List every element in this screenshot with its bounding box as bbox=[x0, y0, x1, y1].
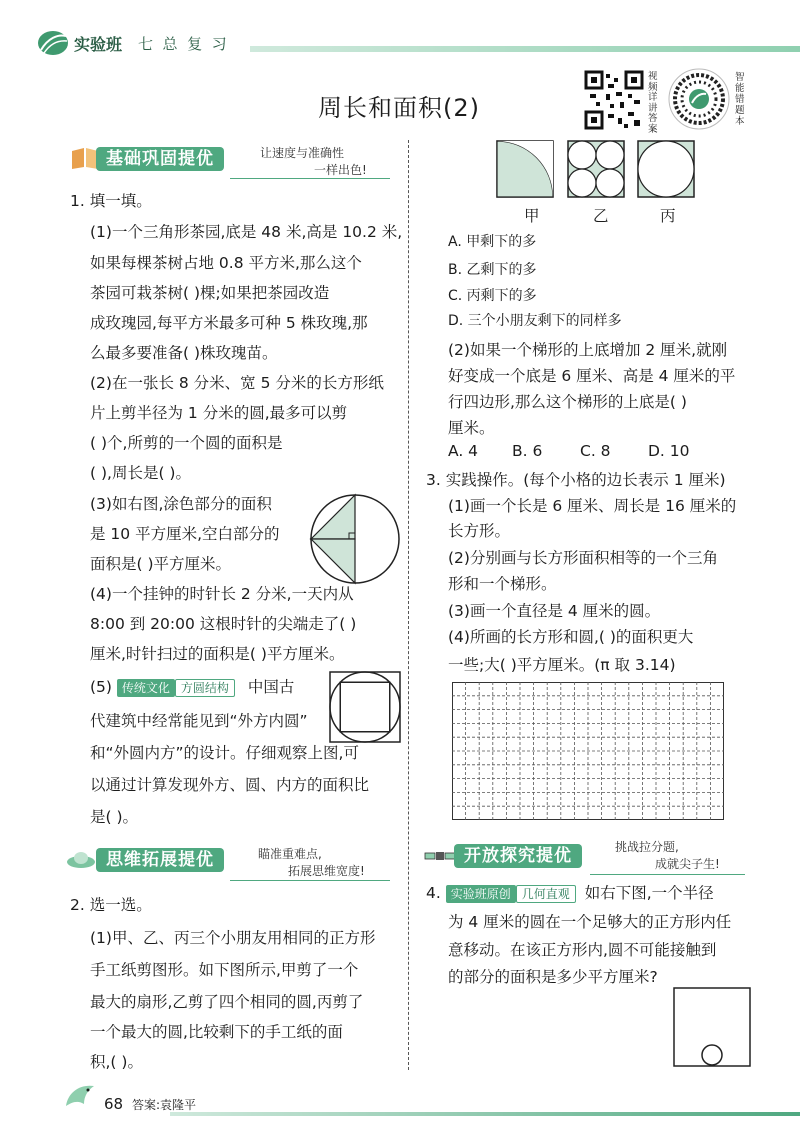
q1-title: 1. 填一填。 bbox=[70, 192, 152, 210]
circle-in-square-figure bbox=[672, 986, 752, 1072]
header-series: 实验班 bbox=[74, 35, 123, 54]
text-line: 的部分的面积是多少平方厘米? bbox=[448, 968, 658, 986]
text-line: (3)画一个直径是 4 厘米的圆。 bbox=[448, 602, 661, 620]
q4-text: 如右下图,一个半径 bbox=[584, 884, 714, 902]
section-thinking-label: 思维拓展提优 bbox=[96, 848, 224, 872]
text-line: (2)在一张长 8 分米、宽 5 分米的长方形纸 bbox=[90, 374, 384, 392]
section-basic-note-2: 一样出色! bbox=[314, 163, 367, 177]
section-explore-rule bbox=[590, 874, 745, 875]
text-line: 手工纸剪图形。如下图所示,甲剪了一个 bbox=[90, 961, 359, 979]
header-logo bbox=[36, 28, 70, 58]
fig-label-jia: 甲 bbox=[524, 207, 540, 225]
grid-canvas[interactable] bbox=[452, 682, 724, 820]
option-b[interactable]: B. 乙剩下的多 bbox=[448, 262, 537, 278]
footer-credit: 答案:袁隆平 bbox=[132, 1098, 197, 1112]
section-thinking-note-1: 瞄准重难点, bbox=[258, 847, 322, 861]
text-line: 成玫瑰园,每平方米最多可种 5 株玫瑰,那 bbox=[90, 314, 368, 332]
qr-mistakes-label: 智能错题本 bbox=[735, 72, 745, 127]
text-line: 长方形。 bbox=[448, 522, 511, 540]
section-basic-note-1: 让速度与准确性 bbox=[260, 146, 345, 160]
tag-traditional-culture: 传统文化 bbox=[117, 679, 175, 697]
text-line: 是 10 平方厘米,空白部分的 bbox=[90, 525, 280, 543]
text-line: 积,( )。 bbox=[90, 1053, 143, 1071]
text-line: 面积是( )平方厘米。 bbox=[90, 555, 232, 573]
option-d[interactable]: D. 10 bbox=[648, 442, 690, 460]
section-thinking-icon bbox=[66, 847, 96, 877]
fig-label-bing: 丙 bbox=[660, 207, 676, 225]
option-a[interactable]: A. 4 bbox=[448, 442, 479, 460]
qr-video-code[interactable] bbox=[584, 70, 644, 130]
tag-original: 实验班原创 bbox=[446, 885, 516, 903]
text-line: 为 4 厘米的圆在一个足够大的正方形内任 bbox=[448, 913, 732, 931]
q2-title: 2. 选一选。 bbox=[70, 896, 152, 914]
option-c[interactable]: C. 8 bbox=[580, 442, 611, 460]
square-bing bbox=[638, 141, 694, 197]
text-line: 如果每棵茶树占地 0.8 平方米,那么这个 bbox=[90, 254, 362, 272]
text-line: 茶园可栽茶树( )棵;如果把茶园改造 bbox=[90, 284, 330, 302]
square-circle-figure bbox=[328, 670, 402, 748]
q4-number: 4. bbox=[426, 884, 441, 902]
text-line: 形和一个梯形。 bbox=[448, 575, 557, 593]
text-line: 好变成一个底是 6 厘米、高是 4 厘米的平 bbox=[448, 367, 736, 385]
section-explore-note-2: 成就尖子生! bbox=[655, 857, 720, 871]
text-line: 最大的扇形,乙剪了四个相同的圆,丙剪了 bbox=[90, 993, 364, 1011]
satellite-icon bbox=[424, 843, 456, 869]
option-b[interactable]: B. 6 bbox=[512, 442, 543, 460]
square-jia bbox=[497, 141, 553, 197]
text-line: 8:00 到 20:00 这根时针的尖端走了( ) bbox=[90, 615, 357, 633]
page-title: 周长和面积(2) bbox=[318, 94, 480, 122]
text-line: (1)画一个长是 6 厘米、周长是 16 厘米的 bbox=[448, 497, 737, 515]
option-c[interactable]: C. 丙剩下的多 bbox=[448, 288, 537, 304]
text-line: 一些;大( )平方厘米。(π 取 3.14) bbox=[448, 656, 676, 674]
text-line: 一个最大的圆,比较剩下的手工纸的面 bbox=[90, 1023, 343, 1041]
shaded-circle-figure bbox=[308, 492, 402, 590]
q4-head bbox=[426, 883, 714, 903]
section-basic-rule bbox=[230, 178, 390, 179]
qr-video-label: 视频详讲答案 bbox=[648, 71, 658, 135]
text-line: ( )个,所剪的一个圆的面积是 bbox=[90, 434, 283, 452]
text-line: 是( )。 bbox=[90, 808, 139, 826]
text-line: 片上剪半径为 1 分米的圆,最多可以剪 bbox=[90, 404, 348, 422]
section-explore-label: 开放探究提优 bbox=[454, 844, 582, 868]
three-squares-figure bbox=[492, 138, 712, 204]
text-line: 么最多要准备( )株玫瑰苗。 bbox=[90, 344, 278, 362]
text-line: 和“外圆内方”的设计。仔细观察上图,可 bbox=[90, 744, 359, 762]
leaf-logo-icon bbox=[36, 28, 70, 58]
text-line: (1)甲、乙、丙三个小朋友用相同的正方形 bbox=[90, 929, 376, 947]
footer-rule bbox=[170, 1112, 800, 1116]
text-line: 代建筑中经常能见到“外方内圆” bbox=[90, 712, 308, 730]
q3-title: 3. 实践操作。(每个小格的边长表示 1 厘米) bbox=[426, 471, 726, 489]
part-number: (5) bbox=[90, 678, 112, 696]
text-line: (3)如右图,涂色部分的面积 bbox=[90, 495, 272, 513]
text-line: (2)如果一个梯形的上底增加 2 厘米,就刚 bbox=[448, 341, 728, 359]
section-thinking-rule bbox=[230, 880, 390, 881]
square-yi bbox=[568, 141, 624, 197]
fig-label-yi: 乙 bbox=[593, 207, 609, 225]
header-subject: 七 总 复 习 bbox=[138, 35, 227, 53]
ufo-icon bbox=[66, 847, 96, 873]
section-explore-icon bbox=[424, 843, 456, 873]
option-a[interactable]: A. 甲剩下的多 bbox=[448, 234, 537, 250]
qr-mistakes-code[interactable] bbox=[668, 68, 730, 130]
dolphin-icon bbox=[62, 1078, 98, 1118]
column-divider bbox=[408, 140, 409, 1070]
part-text: 中国古 bbox=[247, 678, 295, 696]
text-line: ( ),周长是( )。 bbox=[90, 464, 191, 482]
drawing-grid[interactable] bbox=[452, 682, 724, 824]
text-line: (1)一个三角形茶园,底是 48 米,高是 10.2 米, bbox=[90, 223, 403, 241]
text-line: 行四边形,那么这个梯形的上底是( ) bbox=[448, 393, 687, 411]
option-d[interactable]: D. 三个小朋友剩下的同样多 bbox=[448, 313, 622, 329]
page-number: 68 bbox=[104, 1095, 124, 1113]
section-explore-note-1: 挑战拉分题, bbox=[615, 840, 679, 854]
text-line: 厘米。 bbox=[448, 419, 495, 437]
section-basic-label: 基础巩固提优 bbox=[96, 147, 224, 171]
text-line: 以通过计算发现外方、圆、内方的面积比 bbox=[90, 776, 370, 794]
text-line: (4)所画的长方形和圆,( )的面积更大 bbox=[448, 628, 694, 646]
text-line: (2)分别画与长方形面积相等的一个三角 bbox=[448, 549, 718, 567]
q1-part5-head bbox=[90, 677, 294, 697]
text-line: 意移动。在该正方形内,圆不可能接触到 bbox=[448, 941, 717, 959]
text-line: (4)一个挂钟的时针长 2 分米,一天内从 bbox=[90, 585, 354, 603]
text-line: 厘米,时针扫过的面积是( )平方厘米。 bbox=[90, 645, 345, 663]
header-rule bbox=[250, 46, 800, 52]
section-thinking-note-2: 拓展思维宽度! bbox=[288, 864, 365, 878]
tag-square-circle: 方圆结构 bbox=[175, 679, 235, 697]
tag-geometry: 几何直观 bbox=[516, 885, 576, 903]
